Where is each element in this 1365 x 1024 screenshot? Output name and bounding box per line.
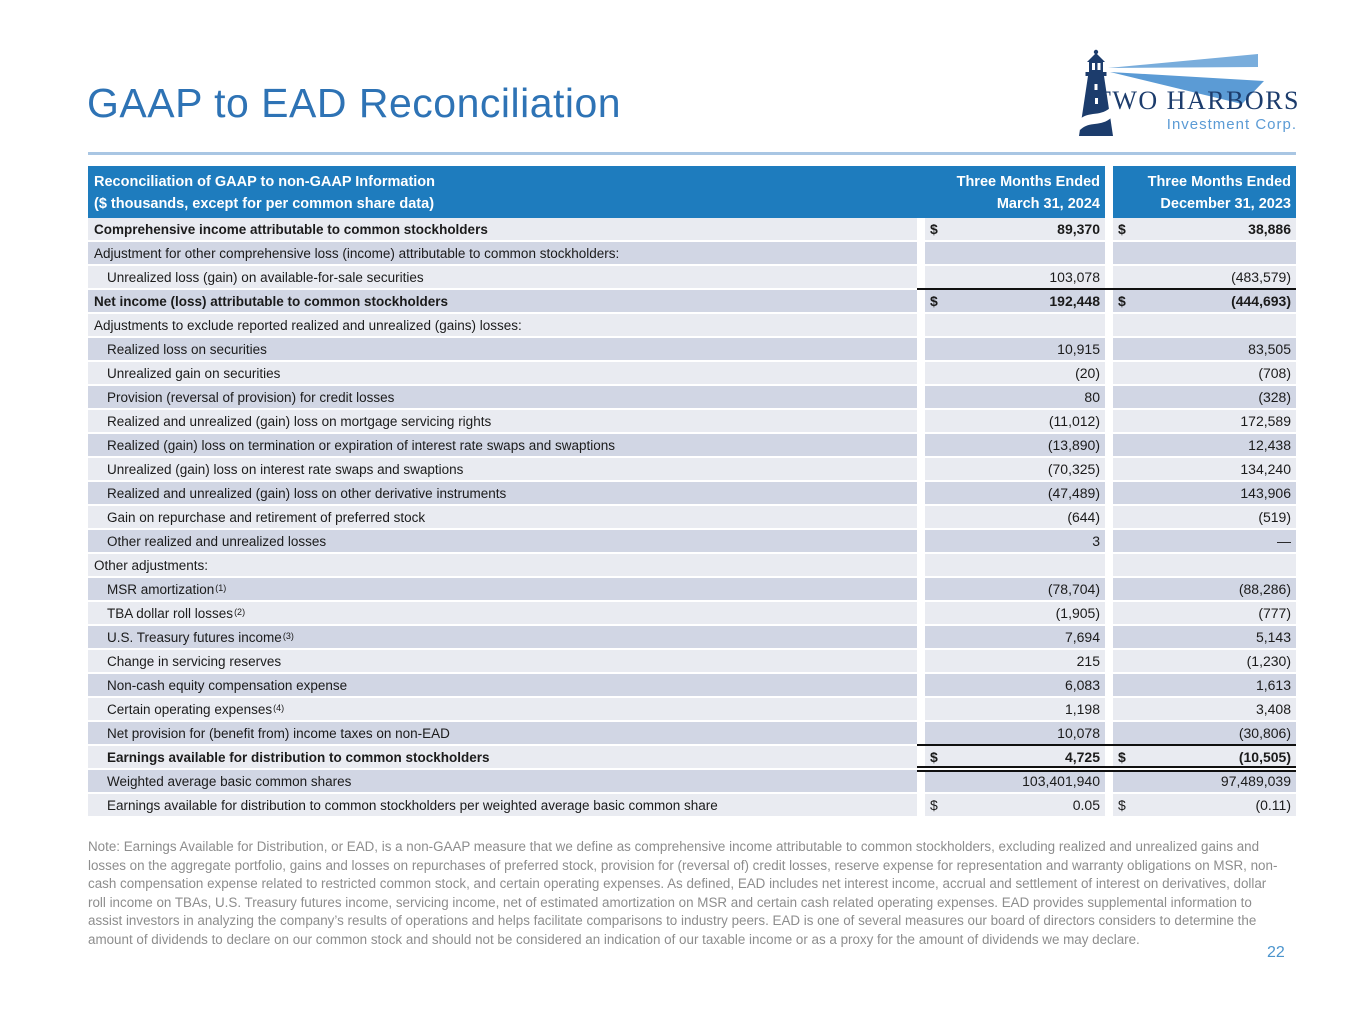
column-gap bbox=[917, 482, 925, 506]
column-gap bbox=[917, 266, 925, 290]
value-december-2023: 12,438 bbox=[1113, 434, 1296, 458]
column-gap bbox=[1105, 458, 1113, 482]
column-gap bbox=[917, 338, 925, 362]
table-row bbox=[88, 266, 1296, 290]
table-row bbox=[88, 482, 1296, 506]
column-gap bbox=[917, 698, 925, 722]
column-gap bbox=[1105, 410, 1113, 434]
value-december-2023 bbox=[1113, 242, 1296, 266]
row-label: Realized and unrealized (gain) loss on other derivative instruments bbox=[88, 482, 917, 506]
value-march-2024: 3 bbox=[925, 530, 1105, 554]
row-label: MSR amortization $^{(1)}$ bbox=[88, 578, 917, 602]
column-gap bbox=[917, 554, 925, 578]
row-label: Earnings available for distribution to common stockholders per weighted average basic common share bbox=[88, 794, 917, 818]
value-march-2024: 7,694 bbox=[925, 626, 1105, 650]
table-row bbox=[88, 770, 1296, 794]
column-gap bbox=[1105, 626, 1113, 650]
value-march-2024: $ 0.05 bbox=[925, 794, 1105, 818]
value-december-2023: $ (10,505) bbox=[1113, 746, 1296, 770]
value-december-2023: 143,906 bbox=[1113, 482, 1296, 506]
column-gap bbox=[917, 578, 925, 602]
value-march-2024: 6,083 bbox=[925, 674, 1105, 698]
column-gap bbox=[917, 242, 925, 266]
table-row bbox=[88, 410, 1296, 434]
footnote: Note: Earnings Available for Distribution, or EAD, is a non-GAAP measure that we define as comprehensive income attributable to common stockholders, excluding realized and unrealized gains and losses on the aggregate portfolio, gains and losses on repurchases of preferred stock, provision for (reversal of) credit losses, reserve expense for representation and warranty obligations on MSR, non-cash compensation expense related to restricted common stock, and certain operating expenses. As defined, EAD includes net interest income, accrual and settlement of interest on derivatives, dollar roll income on TBAs, U.S. Treasury futures income, servicing income, net of estimated amortization on MSR and certain cash related operating expenses. EAD provides supplemental information to assist investors in analyzing the company’s results of operations and helps facilitate comparisons to industry peers. EAD is one of several measures our board of directors considers to determine the amount of dividends to declare on our common stock and should not be considered an indication of our taxable income or as a proxy for the amount of dividends we may declare. bbox=[88, 839, 1278, 947]
column-gap bbox=[1105, 506, 1113, 530]
value-december-2023: 1,613 bbox=[1113, 674, 1296, 698]
value-march-2024: (13,890) bbox=[925, 434, 1105, 458]
column-gap bbox=[1105, 266, 1113, 290]
table-row bbox=[88, 338, 1296, 362]
column-gap bbox=[917, 290, 925, 314]
row-label: Unrealized loss (gain) on available-for-sale securities bbox=[88, 266, 917, 290]
subtotal-rule bbox=[917, 744, 1296, 746]
row-label: Change in servicing reserves bbox=[88, 650, 917, 674]
column-gap bbox=[1105, 290, 1113, 314]
value-march-2024 bbox=[925, 554, 1105, 578]
row-label: Certain operating expenses $^{(4)}$ bbox=[88, 698, 917, 722]
value-december-2023 bbox=[1113, 554, 1296, 578]
value-december-2023: (328) bbox=[1113, 386, 1296, 410]
value-march-2024: 103,401,940 bbox=[925, 770, 1105, 794]
value-march-2024 bbox=[925, 242, 1105, 266]
table-row bbox=[88, 290, 1296, 314]
column-gap bbox=[917, 386, 925, 410]
row-label: Other adjustments: bbox=[88, 554, 917, 578]
table-header-title bbox=[94, 171, 435, 215]
column-gap bbox=[917, 626, 925, 650]
table-row bbox=[88, 218, 1296, 242]
value-march-2024 bbox=[925, 314, 1105, 338]
value-december-2023: (483,579) bbox=[1113, 266, 1296, 290]
value-december-2023: 134,240 bbox=[1113, 458, 1296, 482]
value-december-2023: $ (444,693) bbox=[1113, 290, 1296, 314]
value-december-2023: (30,806) bbox=[1113, 722, 1296, 746]
row-label: Other realized and unrealized losses bbox=[88, 530, 917, 554]
column-gap bbox=[1105, 386, 1113, 410]
row-label: Comprehensive income attributable to common stockholders bbox=[88, 218, 917, 242]
table-row bbox=[88, 722, 1296, 746]
row-label: Earnings available for distribution to common stockholders bbox=[88, 746, 917, 770]
column-header-march-2024: Three Months Ended March 31, 2024 bbox=[956, 174, 1100, 212]
table-row bbox=[88, 650, 1296, 674]
row-label: Net income (loss) attributable to common stockholders bbox=[88, 290, 917, 314]
column-gap bbox=[917, 314, 925, 338]
table-body bbox=[88, 218, 1296, 818]
table-row bbox=[88, 626, 1296, 650]
value-december-2023: — bbox=[1113, 530, 1296, 554]
logo-subtitle: Investment Corp. bbox=[1166, 116, 1297, 133]
title-divider bbox=[88, 152, 1296, 155]
value-december-2023: 97,489,039 bbox=[1113, 770, 1296, 794]
table-row bbox=[88, 554, 1296, 578]
row-label: Adjustment for other comprehensive loss (income) attributable to common stockholders: bbox=[88, 242, 917, 266]
value-march-2024: $ 89,370 bbox=[925, 218, 1105, 242]
row-label: Unrealized gain on securities bbox=[88, 362, 917, 386]
table-header-title-line1: Reconciliation of GAAP to non-GAAP Information bbox=[94, 174, 436, 190]
value-march-2024: $ 4,725 bbox=[925, 746, 1105, 770]
column-gap bbox=[1105, 794, 1113, 818]
column-gap bbox=[917, 530, 925, 554]
column-gap bbox=[917, 458, 925, 482]
table-row bbox=[88, 602, 1296, 626]
value-december-2023: 83,505 bbox=[1113, 338, 1296, 362]
row-label: TBA dollar roll losses $^{(2)}$ bbox=[88, 602, 917, 626]
row-label: U.S. Treasury futures income $^{(3)}$ bbox=[88, 626, 917, 650]
value-december-2023: 172,589 bbox=[1113, 410, 1296, 434]
value-december-2023: (1,230) bbox=[1113, 650, 1296, 674]
column-gap bbox=[917, 674, 925, 698]
table-row bbox=[88, 530, 1296, 554]
column-gap bbox=[1105, 650, 1113, 674]
table-row bbox=[88, 746, 1296, 770]
value-march-2024: 215 bbox=[925, 650, 1105, 674]
subtotal-rule bbox=[917, 288, 1296, 290]
table-row bbox=[88, 386, 1296, 410]
value-march-2024: (11,012) bbox=[925, 410, 1105, 434]
value-december-2023: $ (0.11) bbox=[1113, 794, 1296, 818]
column-gap bbox=[1105, 434, 1113, 458]
table-row bbox=[88, 458, 1296, 482]
table-row bbox=[88, 242, 1296, 266]
value-march-2024: (20) bbox=[925, 362, 1105, 386]
column-gap bbox=[917, 362, 925, 386]
value-march-2024: (78,704) bbox=[925, 578, 1105, 602]
table-row bbox=[88, 698, 1296, 722]
row-label: Realized and unrealized (gain) loss on mortgage servicing rights bbox=[88, 410, 917, 434]
column-gap bbox=[1105, 722, 1113, 746]
row-label: Provision (reversal of provision) for credit losses bbox=[88, 386, 917, 410]
value-march-2024: (70,325) bbox=[925, 458, 1105, 482]
row-label: Gain on repurchase and retirement of preferred stock bbox=[88, 506, 917, 530]
table-row bbox=[88, 674, 1296, 698]
column-gap bbox=[917, 650, 925, 674]
row-label: Unrealized (gain) loss on interest rate swaps and swaptions bbox=[88, 458, 917, 482]
table-row bbox=[88, 794, 1296, 818]
table-header-left bbox=[88, 166, 1105, 218]
column-gap bbox=[1105, 338, 1113, 362]
column-gap bbox=[1105, 602, 1113, 626]
column-gap bbox=[1105, 482, 1113, 506]
page-number: 22 bbox=[1267, 944, 1285, 961]
column-gap bbox=[917, 794, 925, 818]
column-gap bbox=[1105, 554, 1113, 578]
row-label: Weighted average basic common shares bbox=[88, 770, 917, 794]
value-march-2024: $ 192,448 bbox=[925, 290, 1105, 314]
reconciliation-table bbox=[88, 166, 1296, 818]
column-gap bbox=[1105, 314, 1113, 338]
column-gap bbox=[917, 218, 925, 242]
value-december-2023: (708) bbox=[1113, 362, 1296, 386]
column-gap bbox=[1105, 698, 1113, 722]
row-label: Adjustments to exclude reported realized and unrealized (gains) losses: bbox=[88, 314, 917, 338]
value-december-2023: 3,408 bbox=[1113, 698, 1296, 722]
row-label: Realized loss on securities bbox=[88, 338, 917, 362]
page-title: GAAP to EAD Reconciliation bbox=[87, 80, 622, 126]
column-gap bbox=[1105, 362, 1113, 386]
value-march-2024: (1,905) bbox=[925, 602, 1105, 626]
column-gap bbox=[917, 770, 925, 794]
column-gap bbox=[1105, 770, 1113, 794]
table-row bbox=[88, 578, 1296, 602]
value-march-2024: 10,078 bbox=[925, 722, 1105, 746]
value-march-2024: 1,198 bbox=[925, 698, 1105, 722]
value-december-2023: (88,286) bbox=[1113, 578, 1296, 602]
value-march-2024: 103,078 bbox=[925, 266, 1105, 290]
column-gap bbox=[1105, 218, 1113, 242]
column-gap bbox=[917, 722, 925, 746]
column-header-december-2023: Three Months Ended December 31, 2023 bbox=[1113, 166, 1296, 218]
row-label: Realized (gain) loss on termination or expiration of interest rate swaps and swaptions bbox=[88, 434, 917, 458]
column-gap bbox=[1105, 242, 1113, 266]
table-header bbox=[88, 166, 1296, 218]
table-row bbox=[88, 434, 1296, 458]
row-label: Net provision for (benefit from) income taxes on non-EAD bbox=[88, 722, 917, 746]
column-gap bbox=[917, 434, 925, 458]
value-december-2023: 5,143 bbox=[1113, 626, 1296, 650]
column-gap bbox=[917, 410, 925, 434]
row-label: Non-cash equity compensation expense bbox=[88, 674, 917, 698]
value-december-2023: (519) bbox=[1113, 506, 1296, 530]
value-march-2024: (644) bbox=[925, 506, 1105, 530]
column-gap bbox=[1105, 166, 1113, 218]
column-gap bbox=[917, 602, 925, 626]
value-march-2024: 10,915 bbox=[925, 338, 1105, 362]
value-december-2023 bbox=[1113, 314, 1296, 338]
table-row bbox=[88, 362, 1296, 386]
value-march-2024: (47,489) bbox=[925, 482, 1105, 506]
column-gap bbox=[1105, 578, 1113, 602]
value-december-2023: (777) bbox=[1113, 602, 1296, 626]
total-double-rule bbox=[917, 766, 1296, 772]
table-header-title-line2: ($ thousands, except for per common share data) bbox=[94, 196, 435, 212]
table-row bbox=[88, 506, 1296, 530]
column-gap bbox=[1105, 530, 1113, 554]
column-gap bbox=[1105, 674, 1113, 698]
logo-company-name: TWO HARBORS bbox=[1094, 86, 1300, 115]
value-december-2023: $ 38,886 bbox=[1113, 218, 1296, 242]
table-row bbox=[88, 314, 1296, 338]
column-gap bbox=[917, 506, 925, 530]
value-march-2024: 80 bbox=[925, 386, 1105, 410]
